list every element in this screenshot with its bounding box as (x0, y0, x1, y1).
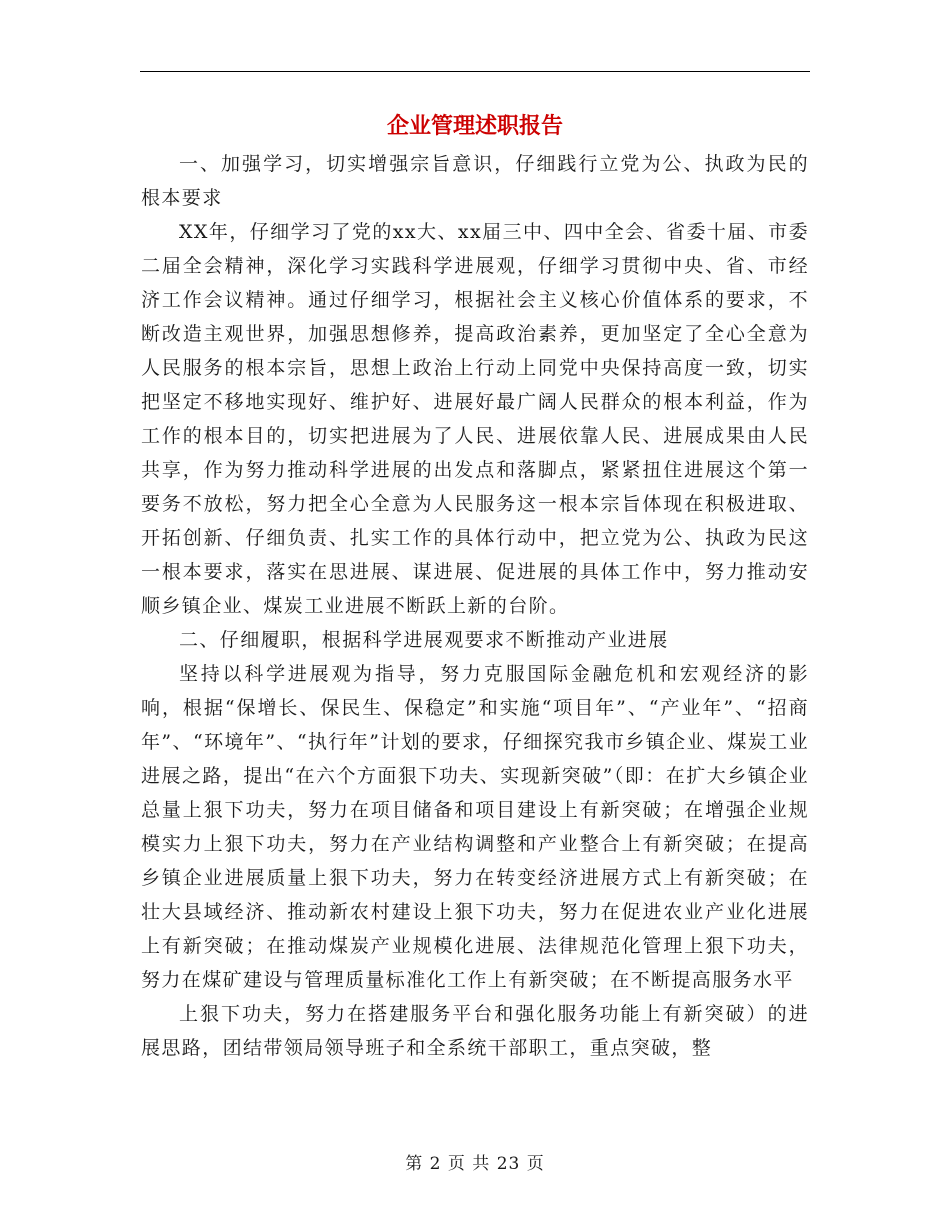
body-paragraph-2: 坚持以科学进展观为指导，努力克服国际金融危机和宏观经济的影响，根据“保增长、保民生、保稳定”和实施“项目年”、“产业年”、“招商年”、“环境年”、“执行年”计划的要求，仔细探究我市乡镇企业、煤炭工业进展之路，提出“在六个方面狠下功夫、实现新突破”（即：在扩大乡镇企业总量上狠下功夫，努力在项目储备和项目建设上有新突破；在增强企业规模实力上狠下功夫，努力在产业结构调整和产业整合上有新突破；在提高乡镇企业进展质量上狠下功夫，努力在转变经济进展方式上有新突破；在壮大县域经济、推动新农村建设上狠下功夫，努力在促进农业产业化进展上有新突破；在推动煤炭产业规模化进展、法律规范化管理上狠下功夫，努力在煤矿建设与管理质量标准化工作上有新突破；在不断提高服务水平 (141, 663, 809, 991)
document-body (141, 147, 809, 1065)
section-heading-2: 二、仔细履职，根据科学进展观要求不断推动产业进展 (179, 629, 669, 651)
section-heading-1: 一、加强学习，切实增强宗旨意识，仔细践行立党为公、执政为民的根本要求 (141, 153, 809, 209)
document-title: 企业管理述职报告 (386, 113, 563, 139)
page-number: 第 2 页 共 23 页 (405, 1154, 545, 1174)
body-paragraph-1: XX年，仔细学习了党的xx大、xx届三中、四中全会、省委十届、市委二届全会精神，深化学习实践科学进展观，仔细学习贯彻中央、省、市经济工作会议精神。通过仔细学习，根据社会主义核心价值体系的要求，不断改造主观世界，加强思想修养，提高政治素养，更加坚定了全心全意为人民服务的根本宗旨，思想上政治上行动上同党中央保持高度一致，切实把坚定不移地实现好、维护好、进展好最广阔人民群众的根本利益，作为工作的根本目的，切实把进展为了人民、进展依靠人民、进展成果由人民共享，作为努力推动科学进展的出发点和落脚点，紧紧扭住进展这个第一要务不放松，努力把全心全意为人民服务这一根本宗旨体现在积极进取、开拓创新、仔细负责、扎实工作的具体行动中，把立党为公、执政为民这一根本要求，落实在思进展、谋进展、促进展的具体工作中，努力推动安顺乡镇企业、煤炭工业进展不断跃上新的台阶。 (141, 221, 809, 617)
body-paragraph-3: 上狠下功夫，努力在搭建服务平台和强化服务功能上有新突破）的进展思路，团结带领局领导班子和全系统干部职工，重点突破，整 (141, 1003, 809, 1059)
header-rule (140, 71, 810, 72)
